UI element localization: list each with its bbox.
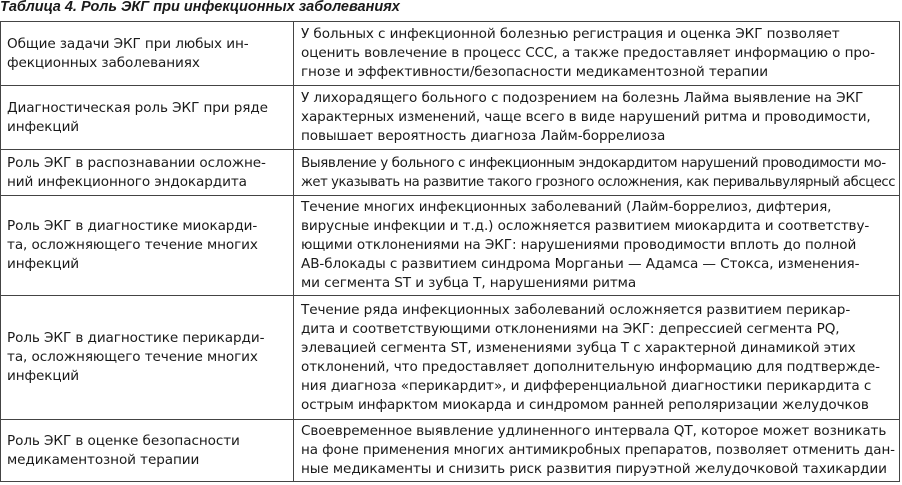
row-label-cell <box>1 86 294 150</box>
row-description-line: острым инфарктом миокарда и синдромом ранней реполяризации желудочков <box>301 396 869 413</box>
row-label-line: Роль ЭКГ в диагностике миокарди- <box>7 218 258 234</box>
row-description-line: гнозе и эффективности/безопасности медикаментозной терапии <box>301 64 768 80</box>
row-description-cell <box>294 420 900 482</box>
table-row <box>1 296 900 420</box>
row-description-line: жет указывать на развитие такого грозного осложнения, как перивальвулярный абсцесс <box>301 173 896 190</box>
row-label-line: Роль ЭКГ в распознавании осложне- <box>7 154 266 171</box>
row-description-line: дита и соответствующими отклонениями на ЭКГ: депрессией сегмента PQ, <box>301 320 840 337</box>
row-description-line: ния диагноза «перикардит», и дифференциальной диагностики перикардита с <box>301 377 872 394</box>
row-description-cell <box>294 22 900 86</box>
row-description-line: характерных изменений, чаще всего в виде нарушений ритма и проводимости, <box>301 109 871 125</box>
row-label-line: ний инфекционного эндокардита <box>7 173 247 190</box>
row-description-line: АВ-блокады с развитием синдрома Морганьи — Адамса — Стокса, изменения- <box>301 256 860 272</box>
row-description-line: Выявление у больного с инфекционным эндокардитом нарушений проводимости мо- <box>301 154 886 171</box>
row-description-line: вирусные инфекции и т.д.) осложняется развитием миокардита и соответству- <box>301 218 870 234</box>
row-description-cell <box>294 86 900 150</box>
table-row <box>1 196 900 296</box>
row-label-line: медикаментозной терапии <box>7 451 200 468</box>
row-description-cell <box>294 296 900 420</box>
row-description-line: ми сегмента ST и зубца Т, нарушениями ритма <box>301 275 637 291</box>
row-label-cell <box>1 22 294 86</box>
row-description-line: Течение ряда инфекционных заболеваний осложняется развитием перикар- <box>301 301 851 318</box>
row-description-line: ющими отклонениями на ЭКГ: нарушениями проводимости вплоть до полной <box>301 237 857 253</box>
table-row <box>1 150 900 196</box>
table-row <box>1 22 900 86</box>
table-row <box>1 86 900 150</box>
row-label-line: та, осложняющего течение многих <box>7 237 258 253</box>
row-label-line: инфекций <box>7 368 80 384</box>
row-description-cell <box>294 196 900 296</box>
row-description-line: Течение многих инфекционных заболеваний (Лайм-боррелиоз, дифтерия, <box>301 199 832 215</box>
row-description-line: Своевременное выявление удлиненного интервала QT, которое может возникать <box>301 423 887 439</box>
table-row <box>1 420 900 482</box>
ekg-role-table <box>0 21 900 482</box>
row-label-cell <box>1 150 294 196</box>
row-description-cell <box>294 150 900 196</box>
row-label-line: Роль ЭКГ в диагностике перикарди- <box>7 330 265 346</box>
row-description-line: повышает вероятность диагноза Лайм-боррелиоза <box>301 128 666 144</box>
row-label-line: Общие задачи ЭКГ при любых ин- <box>7 35 249 52</box>
row-label-cell <box>1 296 294 420</box>
row-label-cell <box>1 196 294 296</box>
row-description-line: У лихорадящего больного с подозрением на болезнь Лайма выявление на ЭКГ <box>301 90 864 106</box>
row-description-line: элевацией сегмента ST, изменениями зубца Т с характерной динамикой этих <box>301 339 856 356</box>
row-label-cell <box>1 420 294 482</box>
row-label-line: инфекций <box>7 118 80 135</box>
row-label-line: фекционных заболеваниях <box>7 54 200 71</box>
row-label-line: инфекций <box>7 256 80 272</box>
row-description-line: ные медикаменты и снизить риск развития пируэтной желудочковой тахикардии <box>301 461 887 477</box>
row-label-line: Роль ЭКГ в оценке безопасности <box>7 432 240 449</box>
table-caption: Таблица 4. Роль ЭКГ при инфекционных заболеваниях <box>0 0 400 15</box>
row-label-line: Диагностическая роль ЭКГ при ряде <box>7 99 268 116</box>
row-description-line: оценить вовлечение в процесс ССС, а также предоставляет информацию о про- <box>301 45 875 61</box>
row-label-line: та, осложняющего течение многих <box>7 349 258 365</box>
row-description-line: на фоне применения многих антимикробных препаратов, позволяет отменить дан- <box>301 442 895 458</box>
row-description-line: У больных с инфекционной болезнью регистрация и оценка ЭКГ позволяет <box>301 26 840 42</box>
row-description-line: отклонений, что предоставляет дополнительную информацию для подтвержде- <box>301 358 880 375</box>
